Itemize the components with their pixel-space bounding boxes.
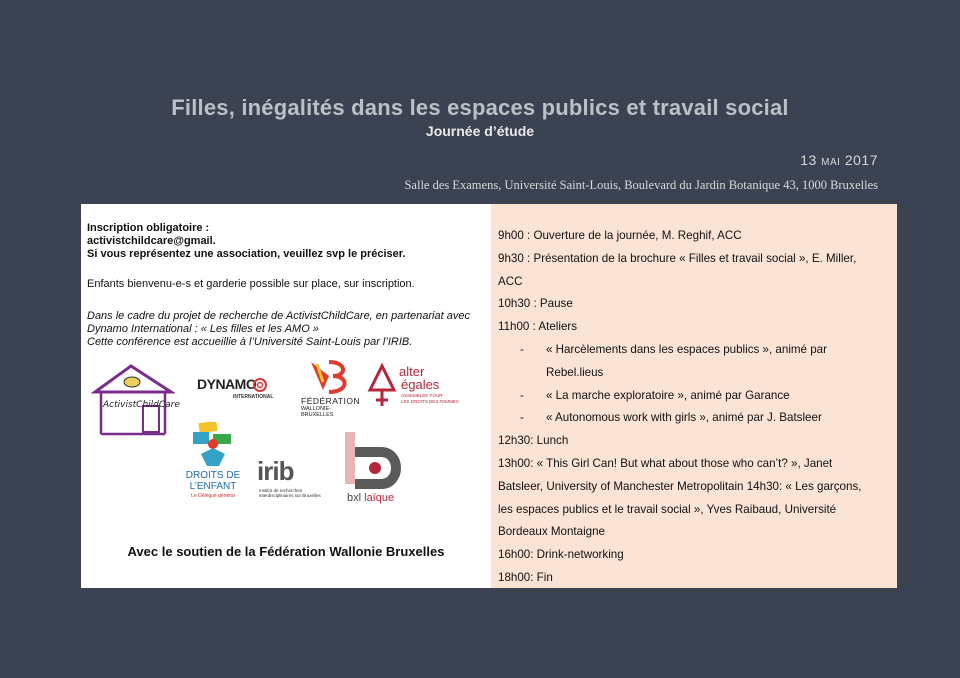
- context-line-2: Dynamo International : « Les filles et les AMO »: [87, 323, 319, 335]
- federation-emblem-icon: [307, 360, 351, 394]
- irib-logo: [257, 456, 337, 504]
- schedule-text: Batsleer, University of Manchester Metropolitain 14h30: « Les garçons,: [498, 479, 862, 493]
- schedule-text: Rebel.lieus: [546, 365, 604, 379]
- schedule-list: [498, 225, 892, 590]
- info-panel: [81, 204, 491, 588]
- irib-sub-1: Institut de recherches: [259, 488, 303, 493]
- federation-sub: WALLONIE-BRUXELLES: [301, 406, 334, 418]
- irib-wordmark: irib: [257, 456, 294, 486]
- schedule-bullet: -: [520, 411, 524, 425]
- schedule-panel: [491, 204, 897, 588]
- schedule-text: 16h00: Drink-networking: [498, 548, 624, 562]
- federation-wordmark: FÉDÉRATION: [301, 396, 361, 406]
- schedule-row: [498, 453, 892, 476]
- schedule-row: [498, 339, 892, 362]
- event-date: 13 mai 2017: [800, 152, 878, 168]
- schedule-row: [498, 362, 892, 385]
- irib-sub-2: interdisciplinaires sur Bruxelles: [259, 493, 321, 498]
- page-title: Filles, inégalités dans les espaces publics et travail social: [171, 95, 789, 120]
- inscription-label: Inscription obligatoire :: [87, 222, 210, 234]
- schedule-row: [498, 316, 892, 339]
- schedule-bullet: -: [520, 342, 524, 356]
- context-line-1: Dans le cadre du projet de recherche de ActivistChildCare, en partenariat avec: [87, 310, 470, 322]
- schedule-row: [498, 407, 892, 430]
- schedule-row: [498, 225, 892, 248]
- schedule-row: [498, 385, 892, 408]
- activist-wordmark: ActivistChildCare: [103, 400, 180, 410]
- dynamo-wordmark: DYNAMO: [197, 376, 257, 392]
- schedule-row: [498, 271, 892, 294]
- schedule-text: 11h00 : Ateliers: [498, 320, 578, 334]
- activistchildcare-logo: [91, 362, 180, 436]
- schedule-row: [498, 248, 892, 271]
- federation-logo: [299, 360, 363, 416]
- bxl-text: bxl: [347, 492, 362, 504]
- schedule-text: 10h30 : Pause: [498, 297, 573, 311]
- schedule-row: [498, 544, 892, 567]
- schedule-text: Bordeaux Montaigne: [498, 525, 605, 539]
- schedule-row: [498, 476, 892, 499]
- alter-egales-logo: [367, 362, 459, 412]
- schedule-text: 9h30 : Présentation de la brochure « Filles et travail social », E. Miller,: [498, 251, 857, 265]
- droits-enfant-logo: [185, 422, 241, 504]
- schedule-text: « Harcèlements dans les espaces publics », animé par: [546, 342, 827, 356]
- schedule-text: « La marche exploratoire », animé par Garance: [546, 388, 790, 402]
- schedule-row: [498, 567, 892, 590]
- schedule-row: [498, 521, 892, 544]
- bxl-laique-logo: [341, 430, 413, 508]
- alter-top: alter: [399, 364, 425, 379]
- dynamo-spiral-icon: [253, 378, 267, 392]
- schedule-row: [498, 293, 892, 316]
- schedule-bullet: -: [520, 388, 524, 402]
- droits-line-2: L’ENFANT: [189, 481, 237, 492]
- bxl-emblem-icon: [341, 430, 413, 490]
- dynamo-sub: INTERNATIONAL: [233, 394, 274, 400]
- inscription-email: activistchildcare@gmail.: [87, 235, 216, 247]
- bxl-laique-text: laïque: [364, 492, 395, 504]
- event-venue: Salle des Examens, Université Saint-Louis, Boulevard du Jardin Botanique 43, 1000 Bruxelles: [404, 178, 878, 192]
- schedule-text: 13h00: « This Girl Can! But what about those who can’t? », Janet: [498, 456, 833, 470]
- schedule-text: 18h00: Fin: [498, 570, 553, 584]
- female-symbol-icon: [367, 362, 397, 410]
- page-subtitle: Journée d’étude: [425, 123, 535, 139]
- alter-bottom: égales: [401, 377, 440, 392]
- droits-sub: Le Délégué général: [191, 493, 235, 499]
- schedule-text: les espaces publics et le travail social », Yves Raibaud, Université: [498, 502, 837, 516]
- schedule-row: [498, 499, 892, 522]
- bxl-wordmark: [347, 492, 394, 504]
- support-statement: Avec le soutien de la Fédération Wallonie Bruxelles: [127, 544, 445, 559]
- schedule-row: [498, 430, 892, 453]
- schedule-text: 9h00 : Ouverture de la journée, M. Reghif, ACC: [498, 229, 742, 242]
- schedule-text: « Autonomous work with girls », animé par J. Batsleer: [546, 411, 822, 425]
- alter-sub-1: ASSEMBLÉE POUR: [401, 393, 443, 398]
- child-figure-icon: [191, 422, 235, 468]
- association-note: Si vous représentez une association, veuillez svp le préciser.: [87, 248, 406, 260]
- alter-sub-2: LES DROITS DES FEMMES: [401, 399, 459, 404]
- children-note: Enfants bienvenu-e-s et garderie possible sur place, sur inscription.: [87, 278, 415, 290]
- dynamo-logo: [197, 376, 274, 406]
- schedule-text: ACC: [498, 274, 523, 288]
- schedule-text: 12h30: Lunch: [498, 434, 569, 448]
- droits-line-1: DROITS DE: [185, 470, 241, 481]
- context-line-3: Cette conférence est accueillie à l’Université Saint-Louis par l’IRIB.: [87, 336, 413, 348]
